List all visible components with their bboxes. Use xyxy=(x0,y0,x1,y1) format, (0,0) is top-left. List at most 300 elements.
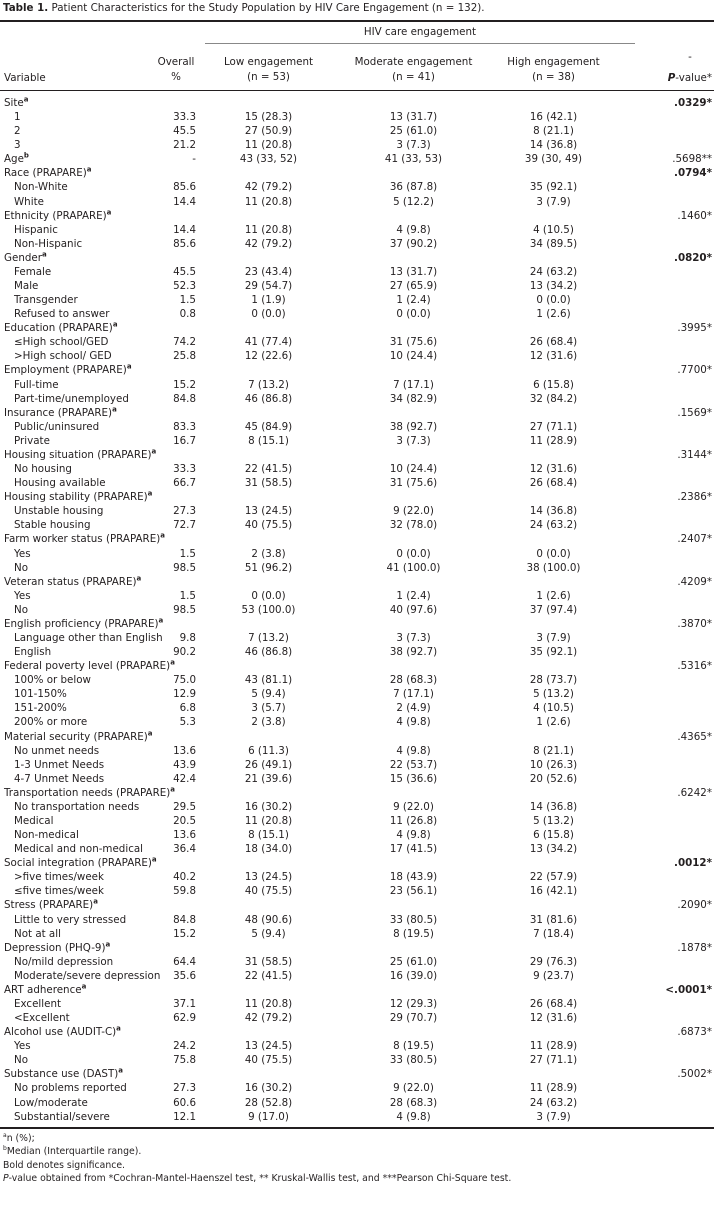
p-value-cell-text: .4365* xyxy=(677,730,712,743)
p-value-cell-text: .2090* xyxy=(677,899,712,912)
moderate-engagement-cell xyxy=(341,195,486,209)
high-engagement-cell-text: 37 (97.4) xyxy=(529,603,578,616)
high-engagement-cell xyxy=(486,715,621,729)
moderate-engagement-cell xyxy=(341,617,486,631)
low-engagement-cell-text: 42 (79.2) xyxy=(244,181,293,194)
variable-cell-text: Medical and non-medical xyxy=(14,843,144,856)
table-row xyxy=(0,392,714,406)
overall-cell-text: 72.7 xyxy=(173,519,196,532)
overall-cell-text: 45.5 xyxy=(173,125,196,138)
high-engagement-cell-text: 32 (84.2) xyxy=(529,392,578,405)
variable-cell-text: Housing available xyxy=(14,477,106,490)
low-engagement-cell-text: 53 (100.0) xyxy=(241,603,296,616)
moderate-engagement-cell xyxy=(341,363,486,377)
high-engagement-cell xyxy=(486,1067,621,1081)
table-row xyxy=(0,1053,714,1067)
p-value-cell xyxy=(621,631,714,645)
low-engagement-cell xyxy=(196,969,341,983)
footnote-marker: a xyxy=(86,165,92,174)
p-value-cell xyxy=(621,561,714,575)
low-engagement-cell xyxy=(196,870,341,884)
p-value-cell xyxy=(621,673,714,687)
overall-cell xyxy=(154,518,196,532)
moderate-engagement-cell-text: 25 (61.0) xyxy=(389,125,438,138)
table-row xyxy=(0,124,714,138)
variable-cell-text: Race (PRAPARE) xyxy=(4,167,87,180)
moderate-engagement-cell-text: 28 (68.3) xyxy=(389,674,438,687)
moderate-engagement-cell xyxy=(341,96,486,110)
moderate-engagement-cell-text: 4 (9.8) xyxy=(396,223,431,236)
variable-cell xyxy=(0,616,164,631)
variable-cell-text: No xyxy=(14,603,29,616)
overall-cell xyxy=(154,589,196,603)
low-engagement-cell xyxy=(196,321,341,335)
p-value-cell xyxy=(621,645,714,659)
p-value-cell xyxy=(621,927,714,941)
moderate-engagement-cell xyxy=(341,307,486,321)
high-engagement-cell xyxy=(486,166,621,180)
overall-cell xyxy=(154,223,196,237)
moderate-engagement-cell xyxy=(341,631,486,645)
p-value-cell-text: .5002* xyxy=(677,1068,712,1081)
overall-cell xyxy=(154,335,196,349)
low-engagement-cell-text: 42 (79.2) xyxy=(244,237,293,250)
moderate-engagement-cell-text: 1 (2.4) xyxy=(396,589,431,602)
high-engagement-cell-text: 14 (36.8) xyxy=(529,139,578,152)
p-value-cell xyxy=(621,828,714,842)
moderate-engagement-cell xyxy=(341,518,486,532)
moderate-engagement-cell-text: 10 (24.4) xyxy=(389,350,438,363)
low-engagement-cell-text: 41 (77.4) xyxy=(244,336,293,349)
variable-cell xyxy=(0,913,154,927)
high-engagement-cell-text: 4 (10.5) xyxy=(533,702,574,715)
overall-cell xyxy=(154,898,196,912)
variable-cell xyxy=(0,603,154,617)
low-engagement-cell xyxy=(196,617,341,631)
variable-cell-text: Public/uninsured xyxy=(14,420,100,433)
high-engagement-cell xyxy=(486,589,621,603)
p-value-cell-text: .3995* xyxy=(677,322,712,335)
high-engagement-cell-text: 1 (2.6) xyxy=(536,716,571,729)
moderate-engagement-cell-text: 3 (7.3) xyxy=(396,631,431,644)
moderate-engagement-cell xyxy=(341,786,486,800)
p-value-cell xyxy=(621,715,714,729)
high-engagement-cell-text: 35 (92.1) xyxy=(529,181,578,194)
p-value-cell-text: .7700* xyxy=(677,364,712,377)
variable-cell-text: Not at all xyxy=(14,927,61,940)
p-value-cell xyxy=(621,758,714,772)
overall-cell xyxy=(154,744,196,758)
moderate-engagement-cell-text: 18 (43.9) xyxy=(389,871,438,884)
variable-cell xyxy=(0,575,154,589)
high-engagement-cell xyxy=(486,279,621,293)
high-engagement-cell-text: 5 (13.2) xyxy=(533,814,574,827)
variable-cell-text: Transgender xyxy=(14,294,78,307)
header-high-line1: High engagement xyxy=(507,56,600,68)
variable-cell xyxy=(0,855,157,870)
low-engagement-cell xyxy=(196,983,341,997)
overall-cell xyxy=(154,814,196,828)
overall-cell-text: 43.9 xyxy=(173,758,196,771)
header-variable: Variable xyxy=(4,72,46,84)
moderate-engagement-cell-text: 25 (61.0) xyxy=(389,955,438,968)
table-row xyxy=(0,180,714,194)
moderate-engagement-cell-text: 31 (75.6) xyxy=(389,336,438,349)
footnote-marker: a xyxy=(170,658,175,667)
high-engagement-cell xyxy=(486,701,621,715)
high-engagement-cell xyxy=(486,744,621,758)
low-engagement-cell-text: 11 (20.8) xyxy=(244,814,293,827)
variable-cell-text: ≤five times/week xyxy=(14,885,104,898)
high-engagement-cell xyxy=(486,800,621,814)
high-engagement-cell xyxy=(486,532,621,546)
moderate-engagement-cell xyxy=(341,884,486,898)
high-engagement-cell xyxy=(486,659,621,673)
p-value-cell xyxy=(621,983,714,997)
low-engagement-cell-text: 11 (20.8) xyxy=(244,195,293,208)
variable-cell xyxy=(0,1053,154,1067)
table-row xyxy=(0,828,714,842)
high-engagement-cell xyxy=(486,237,621,251)
table-row xyxy=(0,293,714,307)
low-engagement-cell xyxy=(196,1011,341,1025)
p-value-cell xyxy=(621,1096,714,1110)
high-engagement-cell xyxy=(486,856,621,870)
table-row xyxy=(0,673,714,687)
high-engagement-cell xyxy=(486,673,621,687)
variable-cell xyxy=(0,124,154,138)
moderate-engagement-cell-text: 8 (19.5) xyxy=(393,927,434,940)
footnote-marker: a xyxy=(126,363,132,372)
low-engagement-cell xyxy=(196,363,341,377)
low-engagement-cell-text: 12 (22.6) xyxy=(244,350,293,363)
high-engagement-cell-text: 13 (34.2) xyxy=(529,843,578,856)
moderate-engagement-cell-text: 11 (26.8) xyxy=(389,814,438,827)
overall-cell xyxy=(154,138,196,152)
p-value-cell xyxy=(621,223,714,237)
moderate-engagement-cell xyxy=(341,814,486,828)
high-engagement-cell xyxy=(486,969,621,983)
overall-cell xyxy=(154,293,196,307)
p-value-cell xyxy=(621,870,714,884)
overall-cell-text: 27.3 xyxy=(173,505,196,518)
overall-cell-text: 16.7 xyxy=(173,434,196,447)
variable-cell-text: Private xyxy=(14,434,50,447)
table-row-category xyxy=(0,96,714,110)
moderate-engagement-cell-text: 41 (100.0) xyxy=(386,561,441,574)
variable-cell xyxy=(0,180,154,194)
low-engagement-cell xyxy=(196,786,341,800)
high-engagement-cell xyxy=(486,898,621,912)
moderate-engagement-cell xyxy=(341,870,486,884)
variable-cell-text: Low/moderate xyxy=(14,1096,88,1109)
high-engagement-cell-text: 0 (0.0) xyxy=(536,294,571,307)
overall-cell xyxy=(154,561,196,575)
variable-cell xyxy=(0,673,154,687)
p-value-cell xyxy=(621,124,714,138)
variable-cell xyxy=(0,518,154,532)
moderate-engagement-cell xyxy=(341,1053,486,1067)
table-row-category xyxy=(0,730,714,744)
header-pvalue-rest: -value* xyxy=(675,72,712,84)
header-pvalue xyxy=(668,71,712,86)
low-engagement-cell-text: 0 (0.0) xyxy=(251,589,286,602)
header-low-line2: (n = 53) xyxy=(247,71,290,83)
low-engagement-cell xyxy=(196,96,341,110)
header-overall-line2: % xyxy=(171,71,181,83)
footnote-marker: a xyxy=(112,320,118,329)
low-engagement-cell-text: 48 (90.6) xyxy=(244,913,293,926)
variable-cell xyxy=(0,701,154,715)
variable-cell-text: Medical xyxy=(14,814,54,827)
high-engagement-cell-text: 3 (7.9) xyxy=(536,631,571,644)
overall-cell xyxy=(154,772,196,786)
moderate-engagement-cell xyxy=(341,913,486,927)
table-row xyxy=(0,265,714,279)
low-engagement-cell xyxy=(196,758,341,772)
moderate-engagement-cell-text: 12 (29.3) xyxy=(389,998,438,1010)
high-engagement-cell xyxy=(486,547,621,561)
high-engagement-cell-text: 16 (42.1) xyxy=(529,885,578,898)
low-engagement-cell xyxy=(196,701,341,715)
variable-cell xyxy=(0,1067,154,1081)
moderate-engagement-cell xyxy=(341,462,486,476)
overall-cell xyxy=(154,730,196,744)
p-value-cell-text: .3870* xyxy=(677,617,712,630)
low-engagement-cell xyxy=(196,828,341,842)
moderate-engagement-cell-text: 34 (82.9) xyxy=(389,392,438,405)
variable-cell xyxy=(0,152,154,166)
low-engagement-cell-text: 3 (5.7) xyxy=(251,702,286,715)
high-engagement-cell-text: 35 (92.1) xyxy=(529,646,578,659)
overall-cell-text: 33.3 xyxy=(173,111,196,124)
overall-cell-text: 45.5 xyxy=(173,265,196,278)
variable-cell xyxy=(0,490,154,504)
p-value-cell-text: .0012* xyxy=(674,857,712,870)
table-row-category xyxy=(0,363,714,377)
p-value-cell-text: .6242* xyxy=(677,786,712,799)
variable-cell xyxy=(0,279,154,293)
table-row xyxy=(0,758,714,772)
moderate-engagement-cell-text: 4 (9.8) xyxy=(396,716,431,729)
p-value-cell xyxy=(621,321,714,335)
p-value-cell-text: .5698** xyxy=(672,153,712,166)
p-value-cell xyxy=(621,237,714,251)
low-engagement-cell-text: 5 (9.4) xyxy=(251,927,286,940)
header-low xyxy=(196,55,341,85)
p-value-cell-text: .1460* xyxy=(677,209,712,222)
table-row-category xyxy=(0,251,714,265)
footnote-marker: a xyxy=(116,1024,121,1033)
header-dash: - xyxy=(688,51,692,63)
overall-cell xyxy=(154,800,196,814)
high-engagement-cell-text: 26 (68.4) xyxy=(529,477,578,490)
high-engagement-cell xyxy=(486,1110,621,1124)
variable-cell xyxy=(0,955,154,969)
overall-cell xyxy=(154,1025,196,1039)
p-value-cell xyxy=(621,490,714,504)
variable-cell xyxy=(0,532,165,546)
variable-cell xyxy=(0,251,154,265)
variable-cell-text: 151-200% xyxy=(14,702,67,715)
moderate-engagement-cell-text: 0 (0.0) xyxy=(396,308,431,321)
variable-cell-text: Yes xyxy=(14,1040,31,1053)
high-engagement-cell xyxy=(486,884,621,898)
high-engagement-cell xyxy=(486,265,621,279)
table-row xyxy=(0,927,714,941)
table-row xyxy=(0,800,714,814)
table-row-category xyxy=(0,659,714,673)
variable-cell xyxy=(0,293,154,307)
variable-cell xyxy=(0,166,154,180)
high-engagement-cell-text: 12 (31.6) xyxy=(529,350,578,363)
overall-cell-text: 52.3 xyxy=(173,280,196,293)
moderate-engagement-cell xyxy=(341,321,486,335)
p-value-cell xyxy=(621,898,714,912)
overall-cell xyxy=(154,420,196,434)
footnote-marker: a xyxy=(23,95,29,104)
variable-cell-text: Social integration (PRAPARE) xyxy=(4,857,152,870)
overall-cell-text: 20.5 xyxy=(173,814,196,827)
overall-cell-text: 60.6 xyxy=(173,1096,196,1109)
low-engagement-cell-text: 28 (52.8) xyxy=(244,1096,293,1109)
overall-cell-text: 12.1 xyxy=(173,1110,196,1123)
low-engagement-cell-text: 13 (24.5) xyxy=(244,871,293,884)
low-engagement-cell-text: 7 (13.2) xyxy=(248,631,289,644)
high-engagement-cell xyxy=(486,434,621,448)
low-engagement-cell-text: 40 (75.5) xyxy=(244,885,293,898)
footnote-a xyxy=(3,1132,35,1145)
table-row-category xyxy=(0,856,714,870)
high-engagement-cell-text: 34 (89.5) xyxy=(529,237,578,250)
low-engagement-cell-text: 16 (30.2) xyxy=(244,1082,293,1095)
high-engagement-cell-text: 14 (36.8) xyxy=(529,505,578,518)
variable-cell-text: No xyxy=(14,561,29,574)
low-engagement-cell xyxy=(196,772,341,786)
moderate-engagement-cell xyxy=(341,448,486,462)
moderate-engagement-cell-text: 16 (39.0) xyxy=(389,969,438,982)
p-value-cell-text: .2386* xyxy=(677,491,712,504)
variable-cell xyxy=(0,138,154,152)
low-engagement-cell xyxy=(196,279,341,293)
variable-cell-text: 2 xyxy=(14,125,21,138)
overall-cell-text: 15.2 xyxy=(173,378,196,391)
high-engagement-cell-text: 6 (15.8) xyxy=(533,378,574,391)
low-engagement-cell-text: 31 (58.5) xyxy=(244,477,293,490)
high-engagement-cell xyxy=(486,518,621,532)
high-engagement-cell xyxy=(486,462,621,476)
high-engagement-cell xyxy=(486,1081,621,1095)
overall-cell xyxy=(154,504,196,518)
variable-cell xyxy=(0,307,154,321)
table-row xyxy=(0,279,714,293)
overall-cell-text: 21.2 xyxy=(173,139,196,152)
overall-cell xyxy=(154,828,196,842)
overall-cell-text: 42.4 xyxy=(173,772,196,785)
table-row-category xyxy=(0,152,714,166)
low-engagement-cell xyxy=(196,1025,341,1039)
moderate-engagement-cell xyxy=(341,645,486,659)
high-engagement-cell xyxy=(486,983,621,997)
p-value-cell xyxy=(621,1011,714,1025)
table-row xyxy=(0,997,714,1011)
low-engagement-cell xyxy=(196,1110,341,1124)
variable-cell xyxy=(0,715,154,729)
low-engagement-cell xyxy=(196,420,341,434)
overall-cell-text: 25.8 xyxy=(173,350,196,363)
variable-cell-text: Transportation needs (PRAPARE) xyxy=(4,786,171,799)
table-row xyxy=(0,110,714,124)
footnote-marker: a xyxy=(151,447,157,456)
overall-cell-text: 12.9 xyxy=(173,688,196,701)
variable-cell-text: Moderate/severe depression xyxy=(14,969,161,982)
p-value-cell xyxy=(621,293,714,307)
high-engagement-cell-text: 27 (71.1) xyxy=(529,420,578,433)
variable-cell xyxy=(0,1011,154,1025)
header-moderate xyxy=(341,55,486,85)
variable-cell xyxy=(0,335,154,349)
high-engagement-cell-text: 12 (31.6) xyxy=(529,1012,578,1025)
table-row xyxy=(0,913,714,927)
low-engagement-cell xyxy=(196,476,341,490)
table-row xyxy=(0,1039,714,1053)
moderate-engagement-cell-text: 40 (97.6) xyxy=(389,603,438,616)
footnote-b-mark: b xyxy=(3,1144,7,1152)
variable-cell-text: Farm worker status (PRAPARE) xyxy=(4,533,161,546)
moderate-engagement-cell xyxy=(341,1110,486,1124)
high-engagement-cell xyxy=(486,1096,621,1110)
variable-cell-text: Stable housing xyxy=(14,519,91,532)
overall-cell-text: 59.8 xyxy=(173,885,196,898)
variable-cell-text: No/mild depression xyxy=(14,955,114,968)
low-engagement-cell xyxy=(196,547,341,561)
low-engagement-cell xyxy=(196,927,341,941)
moderate-engagement-cell-text: 13 (31.7) xyxy=(389,111,438,124)
table-row xyxy=(0,1110,714,1124)
moderate-engagement-cell xyxy=(341,955,486,969)
table-row xyxy=(0,814,714,828)
low-engagement-cell xyxy=(196,645,341,659)
overall-cell xyxy=(154,575,196,589)
low-engagement-cell xyxy=(196,715,341,729)
group-rule xyxy=(205,43,635,44)
variable-cell xyxy=(0,589,154,603)
footnote-pvalue xyxy=(3,1172,511,1185)
high-engagement-cell-text: 20 (52.6) xyxy=(529,772,578,785)
moderate-engagement-cell xyxy=(341,349,486,363)
p-value-cell xyxy=(621,955,714,969)
moderate-engagement-cell-text: 9 (22.0) xyxy=(393,800,434,813)
table-row xyxy=(0,547,714,561)
low-engagement-cell xyxy=(196,237,341,251)
overall-cell xyxy=(154,603,196,617)
overall-cell-text: 98.5 xyxy=(173,561,196,574)
table-row-category xyxy=(0,209,714,223)
variable-cell-text: Substance use (DAST) xyxy=(4,1068,119,1081)
overall-cell-text: 13.6 xyxy=(173,744,196,757)
variable-cell-text: English xyxy=(14,646,52,659)
p-value-cell xyxy=(621,842,714,856)
low-engagement-cell xyxy=(196,504,341,518)
table-row xyxy=(0,476,714,490)
moderate-engagement-cell-text: 17 (41.5) xyxy=(389,843,438,856)
variable-cell-text: Female xyxy=(14,265,52,278)
high-engagement-cell-text: 11 (28.9) xyxy=(529,434,578,447)
overall-cell-text: 1.5 xyxy=(179,589,196,602)
overall-cell xyxy=(154,701,196,715)
table-row xyxy=(0,603,714,617)
high-engagement-cell xyxy=(486,1039,621,1053)
